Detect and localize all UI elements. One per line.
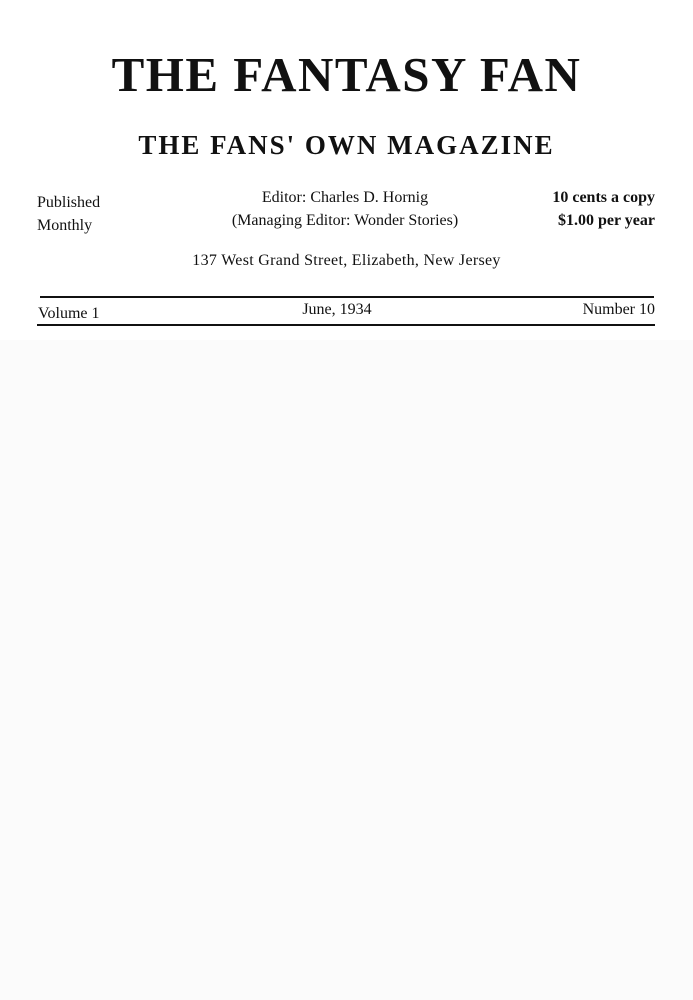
magazine-subtitle: THE FANS' OWN MAGAZINE bbox=[138, 130, 555, 160]
managing-editor-line: (Managing Editor: Wonder Stories) bbox=[231, 212, 459, 229]
issue-volume: Volume 1 bbox=[38, 305, 100, 322]
price-per-copy: 10 cents a copy bbox=[552, 189, 655, 206]
frequency-line-2: Monthly bbox=[37, 217, 93, 234]
top-rule bbox=[40, 296, 654, 298]
publisher-address: 137 West Grand Street, Elizabeth, New Jersey bbox=[192, 252, 501, 269]
editor-info bbox=[180, 186, 510, 232]
magazine-header bbox=[0, 0, 693, 340]
price-per-year: $1.00 per year bbox=[557, 212, 655, 229]
publication-frequency bbox=[37, 191, 100, 237]
issue-number: Number 10 bbox=[582, 301, 655, 318]
editor-line: Editor: Charles D. Hornig bbox=[261, 189, 429, 206]
issue-date: June, 1934 bbox=[302, 301, 372, 318]
pricing-info bbox=[552, 186, 655, 232]
magazine-title: THE FANTASY FAN bbox=[111, 47, 582, 102]
bottom-rule bbox=[37, 324, 655, 326]
frequency-line-1: Published bbox=[37, 194, 101, 211]
